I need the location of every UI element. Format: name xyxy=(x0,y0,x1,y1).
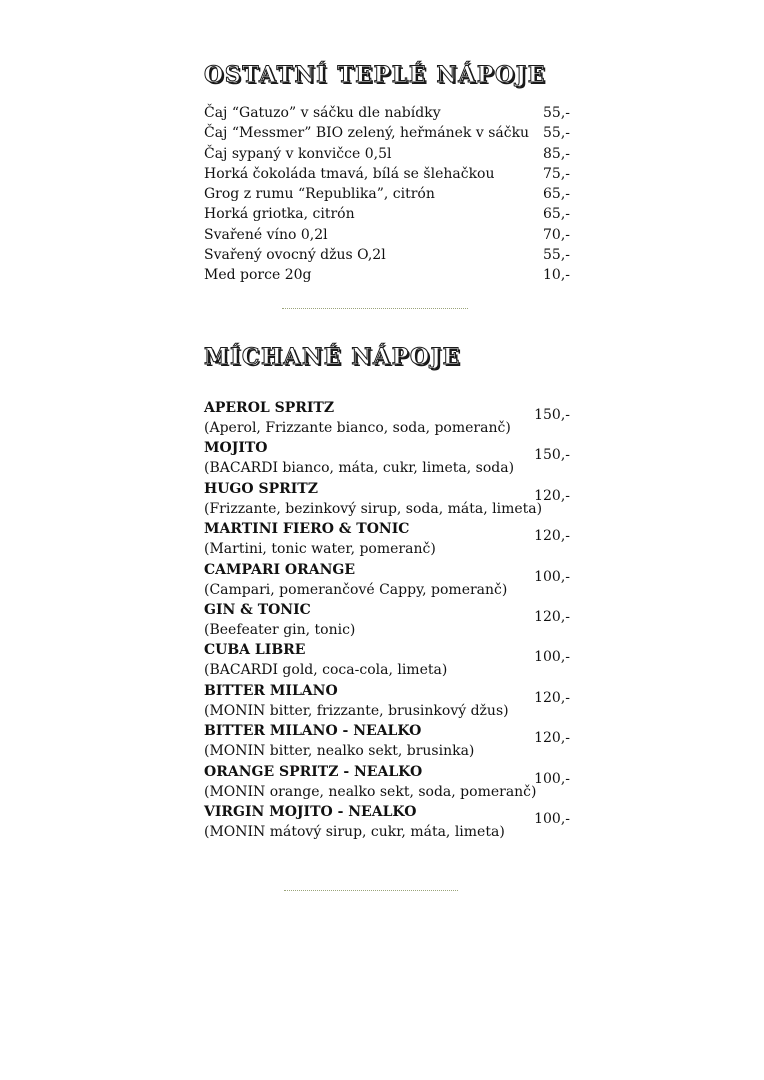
section-divider xyxy=(284,890,458,891)
cocktail-price: 150,- xyxy=(534,407,570,423)
cocktail-description: (Campari, pomerančové Cappy, pomeranč) xyxy=(204,581,508,598)
cocktail-price: 120,- xyxy=(534,689,570,706)
list-item xyxy=(204,398,570,438)
list-item xyxy=(204,681,570,721)
list-item xyxy=(204,225,570,245)
cocktail-name: VIRGIN MOJITO - NEALKO xyxy=(204,803,417,820)
list-item xyxy=(204,123,570,143)
list-item xyxy=(204,560,570,600)
cocktail-name: CUBA LIBRE xyxy=(204,642,306,659)
cocktail-price: 120,- xyxy=(534,608,570,625)
cocktail-description: (MONIN orange, nealko sekt, soda, pomeranč) xyxy=(204,783,537,800)
cocktail-price: 100,- xyxy=(534,810,570,827)
list-item xyxy=(204,600,570,640)
cocktail-description: (BACARDI gold, coca-cola, limeta) xyxy=(204,662,448,679)
cocktail-name: HUGO SPRITZ xyxy=(204,480,318,497)
list-item xyxy=(204,479,570,519)
cocktail-price: 120,- xyxy=(534,528,570,545)
item-price: 70,- xyxy=(543,226,570,243)
cocktail-price: 120,- xyxy=(534,730,570,747)
cocktail-price: 150,- xyxy=(534,447,570,464)
item-name: Svařený ovocný džus O,2l xyxy=(204,247,386,264)
cocktail-price: 100,- xyxy=(534,770,570,787)
list-item xyxy=(204,184,570,204)
cocktail-price: 120,- xyxy=(534,487,570,504)
item-price: 85,- xyxy=(543,145,570,162)
warm-drinks-list xyxy=(204,103,570,286)
item-name: Čaj “Messmer” BIO zelený, heřmánek v sáčku xyxy=(204,125,530,142)
item-name: Čaj “Gatuzo” v sáčku dle nabídky xyxy=(204,105,441,121)
item-price: 55,- xyxy=(543,125,570,142)
list-item xyxy=(204,245,570,265)
mixed-drinks-title: MÍCHANÉ NÁPOJE xyxy=(204,344,462,370)
list-item xyxy=(204,103,570,123)
item-name: Horká griotka, citrón xyxy=(204,206,355,223)
item-price: 65,- xyxy=(543,186,570,203)
list-item xyxy=(204,762,570,802)
item-name: Horká čokoláda tmavá, bílá se šlehačkou xyxy=(204,165,495,182)
item-price: 10,- xyxy=(543,267,570,284)
cocktail-description: (Frizzante, bezinkový sirup, soda, máta, limeta) xyxy=(204,500,543,517)
cocktail-name: ORANGE SPRITZ - NEALKO xyxy=(204,763,423,780)
cocktail-name: BITTER MILANO - NEALKO xyxy=(204,723,422,740)
mixed-drinks-list xyxy=(204,398,570,842)
list-item xyxy=(204,164,570,184)
item-price: 75,- xyxy=(543,165,570,182)
list-item xyxy=(204,204,570,224)
item-price: 55,- xyxy=(543,247,570,264)
cocktail-price: 100,- xyxy=(534,568,570,585)
cocktail-name: CAMPARI ORANGE xyxy=(204,561,356,578)
list-item xyxy=(204,802,570,842)
cocktail-description: (MONIN bitter, nealko sekt, brusinka) xyxy=(204,743,475,760)
cocktail-name: BITTER MILANO xyxy=(204,682,338,699)
cocktail-name: GIN & TONIC xyxy=(204,601,311,618)
list-item xyxy=(204,640,570,680)
warm-drinks-title: OSTATNÍ TEPLÉ NÁPOJE xyxy=(204,62,547,88)
list-item xyxy=(204,721,570,761)
item-name: Grog z rumu “Republika”, citrón xyxy=(204,186,435,203)
section-divider xyxy=(282,308,468,309)
cocktail-description: (Aperol, Frizzante bianco, soda, pomeranč) xyxy=(204,420,511,436)
cocktail-description: (MONIN bitter, frizzante, brusinkový džus) xyxy=(204,702,509,719)
item-price: 65,- xyxy=(543,206,570,223)
cocktail-name: APEROL SPRITZ xyxy=(204,400,335,416)
item-name: Čaj sypaný v konvičce 0,5l xyxy=(204,145,392,162)
item-name: Med porce 20g xyxy=(204,267,312,284)
list-item xyxy=(204,265,570,285)
item-price: 55,- xyxy=(543,105,570,121)
item-name: Svařené víno 0,2l xyxy=(204,226,328,243)
list-item xyxy=(204,144,570,164)
cocktail-name: MARTINI FIERO & TONIC xyxy=(204,521,410,538)
cocktail-description: (BACARDI bianco, máta, cukr, limeta, soda) xyxy=(204,460,515,477)
list-item xyxy=(204,438,570,478)
cocktail-price: 100,- xyxy=(534,649,570,666)
cocktail-description: (Beefeater gin, tonic) xyxy=(204,621,356,638)
cocktail-name: MOJITO xyxy=(204,440,268,457)
list-item xyxy=(204,519,570,559)
cocktail-description: (Martini, tonic water, pomeranč) xyxy=(204,541,436,558)
cocktail-description: (MONIN mátový sirup, cukr, máta, limeta) xyxy=(204,823,505,840)
